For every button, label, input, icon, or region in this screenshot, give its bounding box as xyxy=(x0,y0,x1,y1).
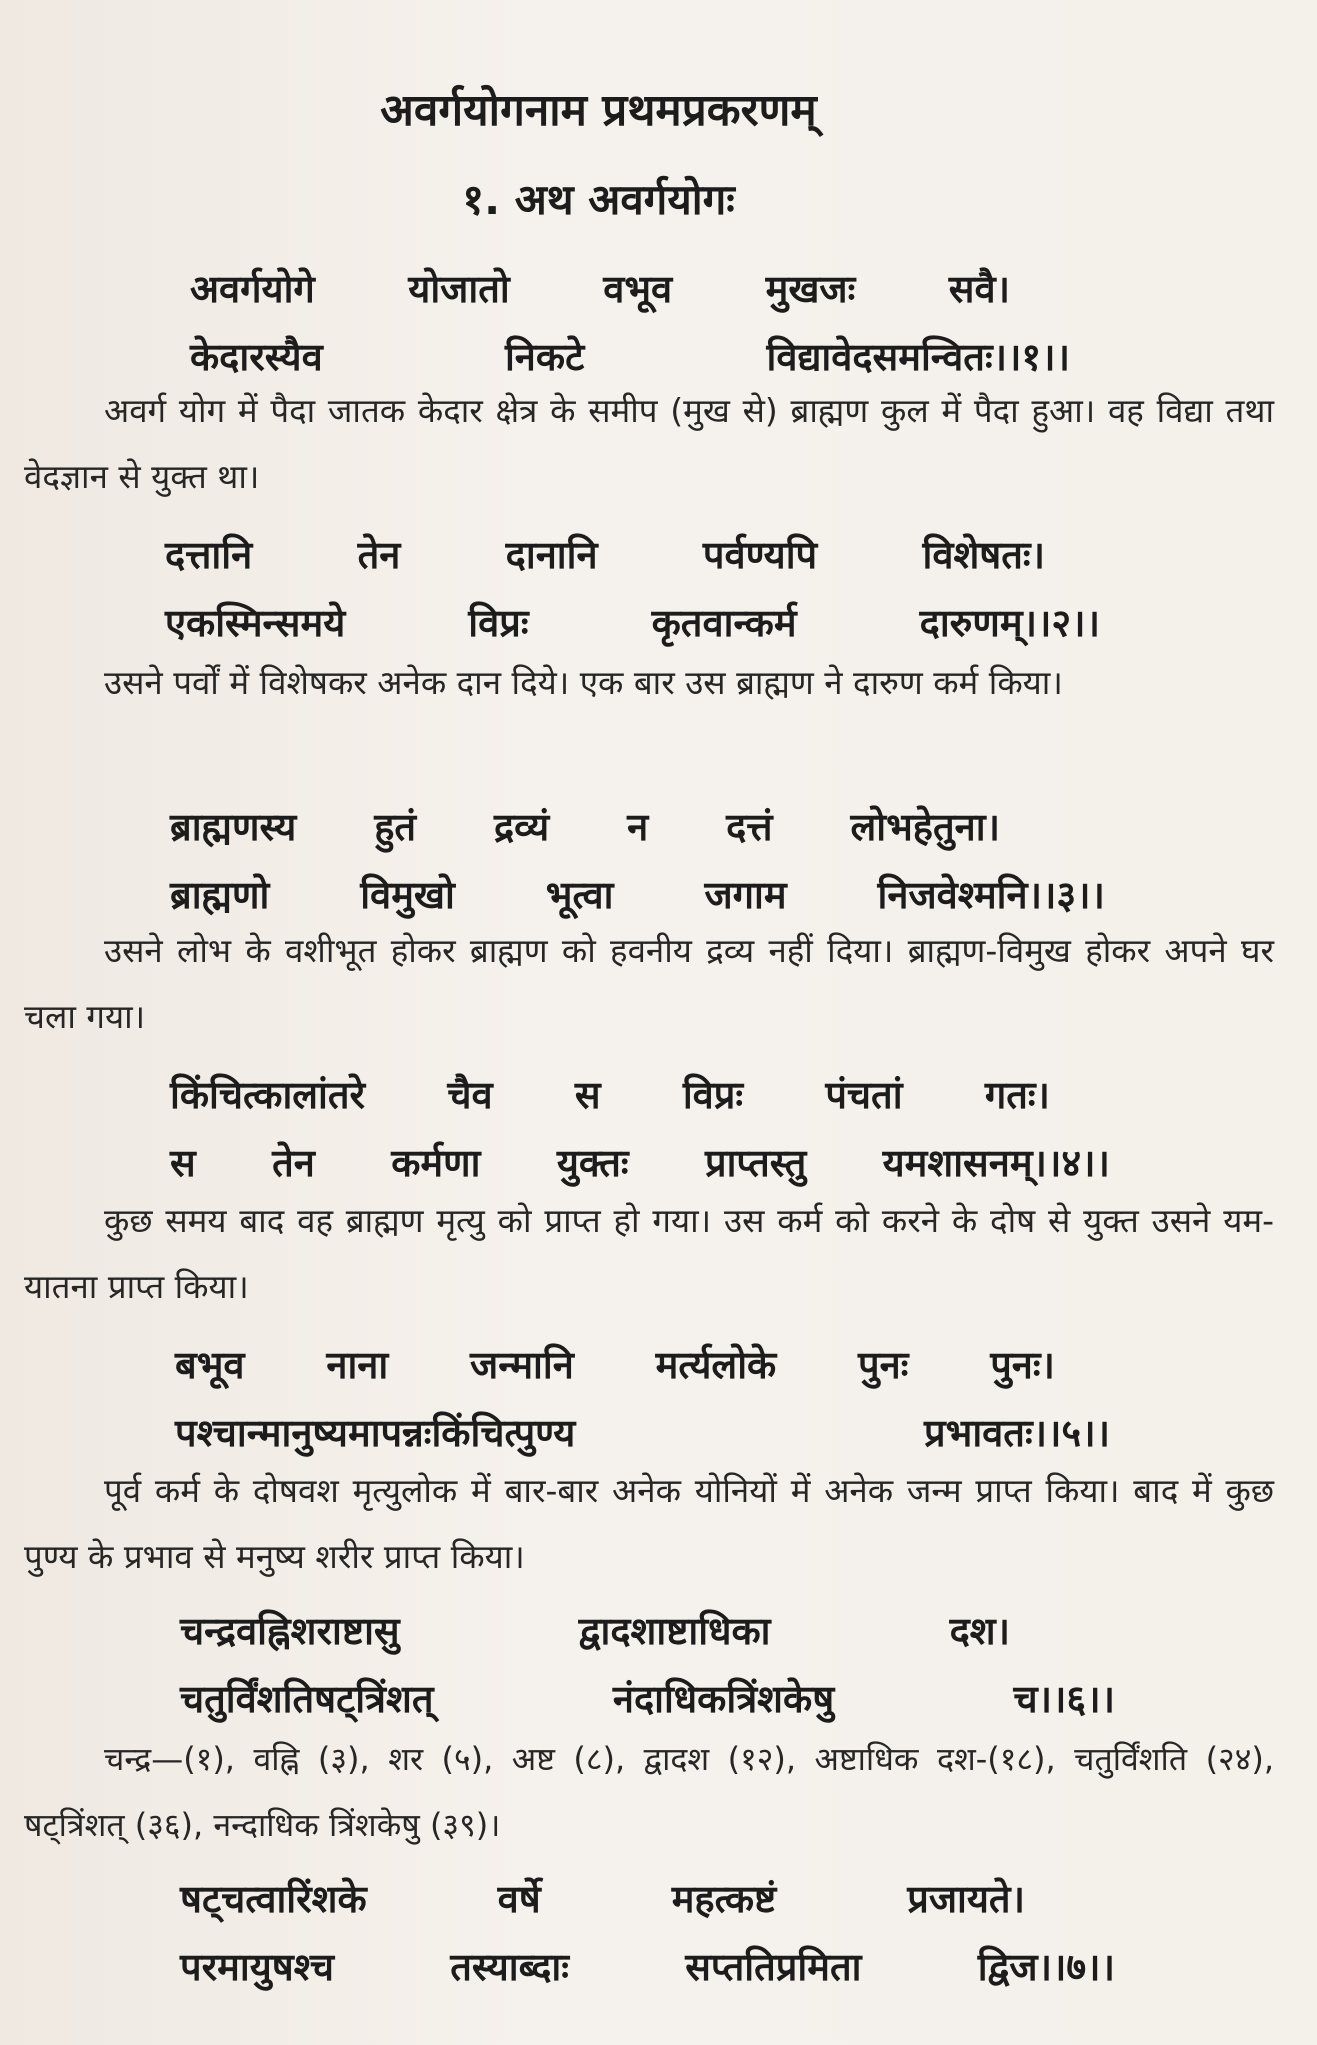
word: योजातो xyxy=(408,267,510,311)
word: जगाम xyxy=(704,873,787,917)
word: महत्कष्टं xyxy=(671,1877,777,1921)
word: द्विज।।७।। xyxy=(977,1945,1115,1989)
word: स xyxy=(170,1141,196,1185)
word: निजवेश्मनि।।३।। xyxy=(877,873,1105,917)
word: चैव xyxy=(447,1073,493,1117)
word: षट्चत्वारिंशके xyxy=(180,1877,367,1921)
word: ब्राह्मणो xyxy=(170,873,270,917)
word: पर्वण्यपि xyxy=(702,533,818,577)
section-title: १. अथ अवर्गयोगः xyxy=(462,175,735,224)
word: सप्ततिप्रमिता xyxy=(685,1945,862,1989)
verse-2-line-1 xyxy=(165,528,1045,580)
verse-4-line-2 xyxy=(170,1136,1110,1188)
verse-5-translation: पूर्व कर्म के दोषवश मृत्युलोक में बार-बार अनेक योनियों में अनेक जन्म प्राप्त किया। बाद में कुछ पुण्य के प्रभाव से मनुष्य शरीर प्राप्त किया। xyxy=(24,1471,1274,1576)
word: विप्रः xyxy=(468,601,529,645)
word: मर्त्यलोके xyxy=(655,1343,777,1387)
word: च।।६।। xyxy=(1013,1677,1115,1721)
word: पश्चान्मानुष्यमापन्नःकिंचित्पुण्य xyxy=(175,1411,576,1455)
verse-7-line-1 xyxy=(180,1872,1025,1924)
word: निकटे xyxy=(504,335,585,379)
word: दानानि xyxy=(505,533,598,577)
word: कर्मणा xyxy=(391,1141,481,1185)
word: सवै। xyxy=(948,267,1010,311)
word: कृतवान्कर्म xyxy=(651,601,797,645)
word: नंदाधिकत्रिंशकेषु xyxy=(612,1677,835,1721)
word: गतः। xyxy=(984,1073,1050,1117)
word: चन्द्रवह्निशराष्टासु xyxy=(180,1609,400,1653)
chapter-title: अवर्गयोगनाम प्रथमप्रकरणम् xyxy=(380,85,817,136)
word: अवर्गयोगे xyxy=(190,267,315,311)
word: पुनः। xyxy=(990,1343,1055,1387)
verse-4-line-1 xyxy=(170,1068,1050,1120)
word: विद्यावेदसमन्वितः।।१।। xyxy=(766,335,1070,379)
verse-5-line-1 xyxy=(175,1338,1055,1390)
word: परमायुषश्च xyxy=(180,1945,334,1989)
verse-3-translation: उसने लोभ के वशीभूत होकर ब्राह्मण को हवनीय द्रव्य नहीं दिया। ब्राह्मण-विमुख होकर अपने घर चला गया। xyxy=(24,931,1274,1036)
word: बभूव xyxy=(175,1343,245,1387)
word: विमुखो xyxy=(360,873,455,917)
word: द्वादशाष्टाधिका xyxy=(578,1609,771,1653)
word: भूत्वा xyxy=(545,873,614,917)
word: दश। xyxy=(949,1609,1010,1653)
verse-2-translation: उसने पर्वों में विशेषकर अनेक दान दिये। एक बार उस ब्राह्मण ने दारुण कर्म किया। xyxy=(104,663,1063,702)
word: द्रव्यं xyxy=(493,805,550,849)
verse-6-translation: चन्द्र—(१), वह्नि (३), शर (५), अष्ट (८), द्वादश (१२), अष्टाधिक दश-(१८), चतुर्विंशति (२४), षट्त्रिंशत् (३६), नन्दाधिक त्रिंशकेषु (३९)। xyxy=(24,1740,1274,1844)
word: ब्राह्मणस्य xyxy=(170,805,297,849)
word: तस्याब्दाः xyxy=(450,1945,569,1989)
word: न xyxy=(627,805,649,849)
word: वभूव xyxy=(603,267,673,311)
verse-6-line-2 xyxy=(180,1672,1115,1724)
word: नाना xyxy=(326,1343,389,1387)
word: यमशासनम्।।४।। xyxy=(882,1141,1110,1185)
word: दत्तानि xyxy=(165,533,253,577)
word: प्रभावतः।।५।। xyxy=(923,1411,1110,1455)
verse-3-line-1 xyxy=(170,800,1000,852)
word: केदारस्यैव xyxy=(190,335,323,379)
verse-2-line-2 xyxy=(165,596,1100,648)
word: लोभहेतुना। xyxy=(850,805,1000,849)
word: एकस्मिन्समये xyxy=(165,601,346,645)
word: दत्तं xyxy=(726,805,773,849)
verse-4-translation: कुछ समय बाद वह ब्राह्मण मृत्यु को प्राप्त हो गया। उस कर्म को करने के दोष से युक्त उसने यम-यातना प्राप्त किया। xyxy=(24,1201,1274,1306)
word: चतुर्विंशतिषट्त्रिंशत् xyxy=(180,1677,434,1721)
word: पंचतां xyxy=(825,1073,903,1117)
word: वर्षे xyxy=(497,1877,541,1921)
verse-7-line-2 xyxy=(180,1940,1115,1992)
word: किंचित्कालांतरे xyxy=(170,1073,366,1117)
verse-1-translation: अवर्ग योग में पैदा जातक केदार क्षेत्र के समीप (मुख से) ब्राह्मण कुल में पैदा हुआ। वह विद्या तथा वेदज्ञान से युक्त था। xyxy=(24,391,1274,496)
word: मुखजः xyxy=(765,267,856,311)
word: युक्तः xyxy=(556,1141,629,1185)
word: जन्मानि xyxy=(470,1343,574,1387)
word: तेन xyxy=(357,533,401,577)
word: विशेषतः। xyxy=(922,533,1045,577)
word: विप्रः xyxy=(682,1073,744,1117)
verse-6-line-1 xyxy=(180,1604,1010,1656)
word: प्राप्तस्तु xyxy=(704,1141,807,1185)
verse-1-line-2 xyxy=(190,330,1070,382)
word: स xyxy=(574,1073,601,1117)
word: हुतं xyxy=(374,805,417,849)
verse-5-line-2 xyxy=(175,1406,1110,1458)
verse-1-line-1 xyxy=(190,262,1010,314)
word: प्रजायते। xyxy=(907,1877,1025,1921)
word: तेन xyxy=(272,1141,315,1185)
word: दारुणम्।।२।। xyxy=(919,601,1100,645)
verse-3-line-2 xyxy=(170,868,1105,920)
word: पुनः xyxy=(858,1343,909,1387)
